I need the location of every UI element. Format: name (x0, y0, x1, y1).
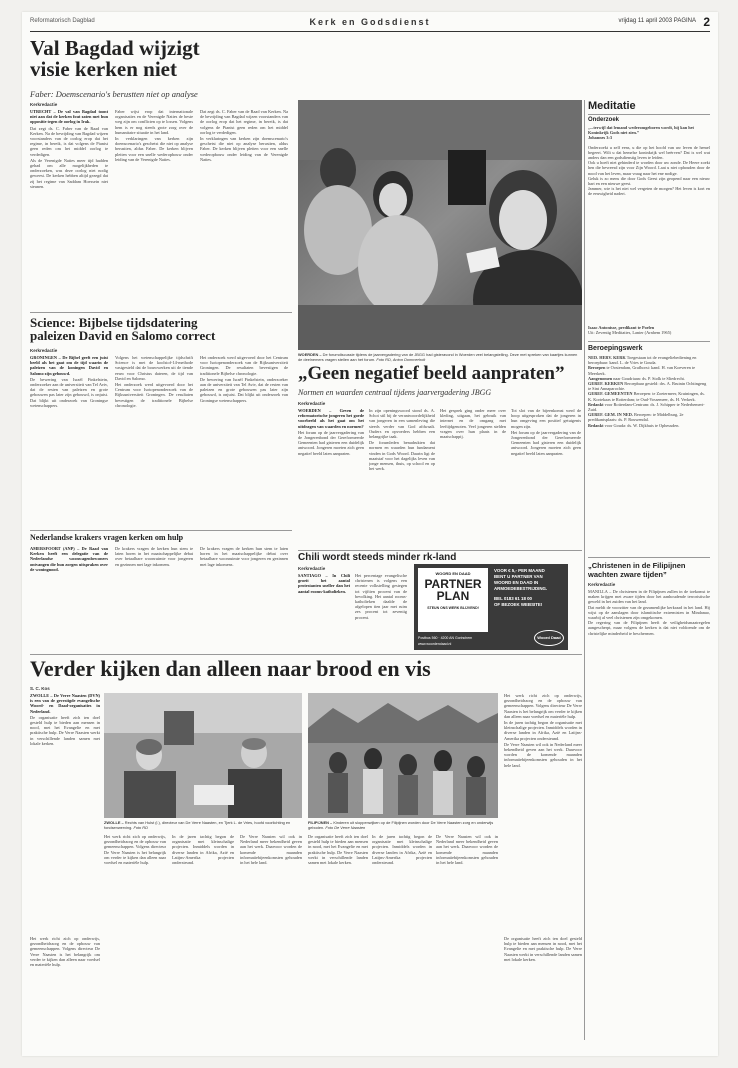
ad-woord-daad-logo: Woord Daad (534, 630, 564, 646)
article6-col2 (104, 834, 166, 1034)
article6-paragraph: Het werk richt zich op onderwijs, gezondheidszorg en de opbouw van gemeenschappen. Volgens directeur De Verre Naasten is het belangrijk om verder te kijken dan alleen naar voedsel en materiële hulp. (30, 936, 100, 968)
article1-headline-line1: Val Bagdad wijzigt (30, 36, 200, 60)
article6-paragraph: De organisatie heeft zich ten doel gesteld hulp te bieden aan mensen in nood, met het Evangelie en met praktische hulp. De Verre Naasten werkt in verschillende landen samen met lokale kerken. (504, 936, 582, 962)
directors-photo-image (104, 693, 302, 818)
beroepingswerk-title: Beroepingswerk (588, 345, 643, 353)
photo1-caption-text: De forumdiscussie tijdens de jaarvergadering van de JBGG had gisteravond in Woerden veel belangstelling. Deze met spreken van kaartjes kunnen de deelnemers vragen stellen aan het forum. (298, 352, 578, 362)
article6-col3 (172, 834, 234, 1034)
meditation-title: Meditatie (588, 100, 636, 112)
article4-paragraph: Het gesprek ging onder meer over kleding, uitgaan, het gebruik van internet en de omgang met leeftijdgenoten. Veel jongeren stelden vragen over hun plaats in de maatschappij. (440, 408, 506, 440)
article4-col1 (298, 408, 364, 548)
article1-paragraph: Als de Verenigde Naties meer tijd hadden gehad om alle mogelijkheden te onderzoeken, was deze oorlog niet nodig geweest. De kerken hebben altijd gezegd dat zij het regime van Saddam Hoessein niet steunen. (30, 157, 108, 189)
article3-paragraph: De krakers vragen de kerken hun stem te laten horen in het maatschappelijke debat over betaalbare woonruimte voor jongeren en gezinnen met lage inkomens. (115, 546, 193, 567)
article3-lead: AMERSFOORT (ANP) – De Raad van Kerken heeft een delegatie van de Nederlandse woonwagenbewoners ontvangen die hun zorgen uitspraken over de woningnood. (30, 546, 108, 572)
photo3-caption (308, 821, 498, 830)
ad-offer-line: BENT U PARTNER VAN (494, 574, 543, 579)
article1-paragraph: Dat zegt ds. C. Faber van de Raad van Kerken. Na de bevrijding van Bagdad wijzen voorstanders van de oorlog erop dat het regime, in bereik, is dat volgens de Pianist geen reden om het middel oorlog te verdedigen. (30, 125, 108, 157)
article4-lead: WOERDEN – Geven de reformatorische jongeren het goede voorbeeld als het gaat om het uitdragen van waarden en normen? (298, 408, 364, 429)
meditation-body (588, 145, 710, 323)
article2-paragraph: De bewering van Israël Finkelstein, onderzoeker aan de universiteit van Tel Aviv, dat de resten van paleizen en grote gebouwen pas later zijn gebouwd, is onjuist. Dat blijkt uit onderzoek van Groningse wetenschappers. (30, 376, 108, 408)
section-title: Kerk en Godsdienst (309, 17, 431, 27)
article6-paragraph: Het werk richt zich op onderwijs, gezondheidszorg en de opbouw van gemeenschappen. Volgens directeur De Verre Naasten is het belangrijk om verder te kijken dan alleen naar voedsel en materiële hulp. (504, 693, 582, 719)
article5-paragraph: Het percentage evangelische christenen is volgens een recente volkstelling gestegen tot vijftien procent van de bevolking. Het aantal rooms-katholieken daalde de afgelopen tien jaar met ruim zes procent tot zeventig procent. (355, 573, 407, 620)
divider (30, 312, 292, 313)
filipijnen-paragraph: De regering van de Filipijnen heeft de veiligheidsmaatregelen aangescherpt, maar volgens de kerken is dat niet voldoende om de christelijke minderheid te beschermen. (588, 620, 710, 636)
page-number: 2 (703, 15, 710, 29)
photo1-credit: Foto RD, Anton Dommerholt (376, 356, 426, 362)
article1-headline-line2: visie kerken niet (30, 57, 177, 81)
filipijnen-body (588, 589, 710, 825)
issue-date (619, 18, 697, 24)
article2-paragraph: Het onderzoek werd uitgevoerd door het Centrum voor Isotopenonderzoek van de Rijksuniversiteit Groningen. De resultaten bevestigen de traditionele Bijbelse chronologie. (115, 382, 193, 408)
article6-paragraph: In de jaren tachtig begon de organisatie met kleinschalige projecten. Inmiddels worden in diverse landen in Afrika, Azië en Latijns-Amerika projecten ondersteund. (504, 720, 582, 741)
beroep-text: Beroepen: te Middelburg, 2e predikantsplaats: ds. P. Rouwendal. (588, 412, 684, 423)
article6-lead: ZWOLLE – De Verre Naasten (DVN) is een van de gevestigde evangelische Woord- en Daad-organisaties in Nederland. (30, 693, 100, 714)
date-text: vrijdag 11 april 2003 (618, 18, 673, 24)
article6-paragraph: De Verre Naasten wil ook in Nederland meer bekendheid geven aan het werk. Daarvoor worden de komende maanden informatiebijeenkomsten gehouden in het hele land. (240, 834, 302, 866)
divider (298, 550, 582, 551)
article4-headline: „Geen negatief beeld aanpraten” (298, 363, 565, 384)
photo3-caption-text: Kinderen uit sloppenwijken op de Filipijnen worden door De Verre Naasten zorg en onderwijs geboden. (308, 820, 494, 830)
article4-byline: Kerkredactie (298, 401, 326, 406)
photo1-caption (298, 353, 582, 362)
beroep-head: Bedankt (588, 422, 604, 428)
article5-col2 (355, 573, 407, 650)
article2-paragraph: De bewering van Israël Finkelstein, onderzoeker aan de universiteit van Tel Aviv, dat de resten van paleizen en grote gebouwen pas later zijn gebouwd, is onjuist. Dat blijkt uit onderzoek van Groningse wetenschappers. (200, 376, 288, 403)
article1-paragraph: Dat zegt ds. C. Faber van de Raad van Kerken. Na de bevrijding van Bagdad wijzen voorstanders van de oorlog erop dat het regime, in bereik, is dat volgens de Pianist geen reden om het middel oorlog te verdedigen. (200, 109, 288, 135)
article2-col2 (115, 355, 193, 527)
meditation-paragraph: Geluk is zo mens die door Gods Geest zijn geopend naar een nieuw hart en een nieuwe geest. (588, 175, 710, 187)
photo3-caption-label: FILIPIJNEN – (308, 820, 333, 825)
meditation-paragraph: Jammer, wie is het niet wel vergeten de morgen? Het leven is kort en de eeuwigheid nadert. (588, 186, 710, 197)
article6-paragraph: In de jaren tachtig begon de organisatie met kleinschalige projecten. Inmiddels worden in diverse landen in Afrika, Azië en Latijns-Amerika projecten ondersteund. (172, 834, 234, 866)
ad-plan: PLAN (436, 589, 470, 603)
article6-col7 (436, 834, 498, 1034)
beroep-head: Beroepen (588, 365, 606, 371)
beroep-text: naar Goudriaan: ds. P. Stolk te Sliedrecht. (613, 375, 685, 381)
classroom-photo-image (298, 100, 582, 350)
article4-subhead: Normen en waarden centraal tijdens jaarvergadering JBGG (298, 388, 492, 397)
sidebar (588, 100, 710, 825)
ad-call-line: BEL 0183 61 18 00 (494, 596, 532, 601)
ad-address: Postbus 560 · 4200 AN Gorinchem (418, 636, 473, 640)
ad-offer-line: ARMOEDEBESTRIJDING. (494, 586, 548, 591)
beroepingswerk-list (588, 355, 710, 551)
article1-headline (30, 38, 290, 80)
classroom-photo (298, 100, 582, 350)
article2-byline: Kerkredactie (30, 348, 58, 353)
beroep-text: Beroepbaar gesteld: drs. A. Bruinin Ochtingeng te Sint Annaparochie. (588, 381, 707, 392)
divider (30, 530, 292, 531)
meditation-paragraph: Ook u hoeft niet gehinderd te worden door uw zonde. De Heere zoekt hen die bevreesd zijn voor Zijn Woord. Laat u niet ophouden door de nood van het leven, maar vraag naar het ene nodige. (588, 160, 710, 176)
newspaper-page (22, 12, 718, 1056)
article4-paragraph: Het forum op de jaarvergadering van de Jongerenbond der Gereformeerde Gemeenten had gisteren een duidelijk antwoord. Jongeren moeten zich geen negatief beeld laten aanpraten. (298, 429, 364, 456)
article5-byline: Kerkredactie (298, 566, 326, 571)
article3-col1 (30, 546, 108, 638)
beroep-text: voor Gouda: ds. W. Dijkhuis te Opheusden. (604, 422, 680, 428)
article6-col1 (30, 693, 100, 933)
article4-paragraph: Het forum op de jaarvergadering van de Jongerenbond der Gereformeerde Gemeenten had gisteren een duidelijk antwoord. Jongeren moeten zich geen negatief beeld laten aanpraten. (511, 429, 581, 456)
paper-name: Reformatorisch Dagblad (30, 18, 95, 24)
divider (588, 114, 710, 115)
photo2-caption-label: ZWOLLE – (104, 820, 124, 825)
article5-col1 (298, 573, 350, 650)
ad-offer (494, 568, 564, 608)
meditation-author: Isaac Antonisse, predikant te Poelen (588, 324, 655, 330)
article3-headline: Nederlandse krakers vragen kerken om hulp (30, 533, 184, 542)
children-photo (308, 693, 498, 818)
article6-col-right (504, 693, 582, 933)
article2-headline-line2: paleizen David en Salomo correct (30, 328, 216, 343)
article1-paragraph: Faber wijst erop dat internationale organisaties en de Verenigde Naties de beste weg zijn om conflicten op te lossen. Volgens hem is er nog steeds grote zorg over de humanitaire situatie in het land. (115, 109, 193, 135)
article1-paragraph: In verklaringen van kerken zijn doemscenario's geschetst die niet op analyse berustten, aldus Faber. De kerken blijven pleiten voor een snelle wederopbouw onder leiding van de Verenigde Naties. (200, 136, 288, 162)
article5-lead: SANTIAGO – In Chili groeit het aantal protestanten sneller dan het aantal rooms-katholieken. (298, 573, 350, 594)
article1-col1 (30, 109, 108, 309)
divider (588, 341, 710, 342)
article5-headline: Chili wordt steeds minder rk-land (298, 552, 457, 563)
article2-headline-line1: Science: Bijbelse tijdsdatering (30, 315, 198, 330)
beroep-head: GEREF. GEM. IN NED. (588, 412, 633, 418)
filipijnen-byline: Kerkredactie (588, 582, 616, 588)
article2-headline (30, 316, 292, 342)
article3-col2 (115, 546, 193, 638)
ad-call-line: OF BEZOEK WEBSITE! (494, 602, 543, 607)
article1-paragraph: In verklaringen van kerken zijn doemscenario's geschetst die niet op analyse berustten, aldus Faber. De kerken blijven pleiten voor een snelle wederopbouw onder leiding van de Verenigde Naties. (115, 136, 193, 162)
page-word: PAGINA (673, 18, 696, 24)
photo3-credit: Foto De Verre Naasten (325, 824, 366, 830)
article6-col6 (372, 834, 432, 1034)
ad-logo-block (418, 568, 488, 632)
article1-byline: Kerkredactie (30, 102, 58, 107)
beroep-head: Aangenomen (588, 375, 613, 381)
article6-paragraph: Het werk richt zich op onderwijs, gezondheidszorg en de opbouw van gemeenschappen. Volgens directeur De Verre Naasten is het belangrijk om verder te kijken dan alleen naar voedsel en materiële hulp. (104, 834, 166, 866)
article1-col2 (115, 109, 193, 309)
ad-org-name: WOORD EN DAAD (435, 571, 471, 576)
filipijnen-paragraph: MANILLA – De christenen in de Filipijnen zullen in de toekomst te maken krijgen met zware tijden door het aanhoudende terroristische geweld in het zuiden van het land. (588, 589, 710, 605)
article2-paragraph: Het onderzoek werd uitgevoerd door het Centrum voor Isotopenonderzoek van de Rijksuniversiteit Groningen. De resultaten bevestigen de traditionele Bijbelse chronologie. (200, 355, 288, 376)
photo2-caption (104, 821, 302, 830)
article4-paragraph: In zijn openingswoord stond ds. A. Schot stil bij de verantwoordelijkheid van jongeren in een samenleving die steeds verder van God afdwaalt. Ouders en opvoeders hebben een belangrijke taak. (369, 408, 435, 440)
meditation-paragraph: Onderzoekt u zelf eens, u die op het hoofd van uw leven de hemel begeert. Wilt u dat hemelse koninkrijk wel beërven? Dat is wel wat anders dan een godsdienstig leven te leiden. (588, 144, 710, 161)
article1-col3 (200, 109, 288, 309)
article2-col3 (200, 355, 288, 527)
photo1-caption-label: WOERDEN – (298, 352, 322, 357)
beroep-text: Toegestaan tot de evangeliebediening en beroepbaar: kand. L. de Vries te Gouda. (588, 355, 697, 366)
ad-offer-line: WOORD EN DAAD IN (494, 580, 539, 585)
article4-paragraph: De forumleden benadrukten dat normen en waarden hun fundament vinden in Gods Woord. Daarin ligt de maatstaf voor het dagelijks leven van jonge mensen, thuis, op school en op het werk. (369, 440, 435, 472)
article6-col1b (30, 936, 100, 1034)
article4-col4 (511, 408, 581, 548)
article6-paragraph: De Verre Naasten wil ook in Nederland meer bekendheid geven aan het werk. Daarvoor worden de komende maanden informatiebijeenkomsten gehouden in het hele land. (504, 741, 582, 768)
article4-paragraph: Tot slot van de bijeenkomst werd de hoop uitgesproken dat de jongeren in hun omgeving een positief getuigenis mogen zijn. (511, 408, 581, 429)
beroep-head: GEREF. KERKEN (588, 381, 624, 387)
article6-headline: Verder kijken dan alleen naar brood en vis (30, 656, 431, 681)
article2-paragraph: Volgens het wetenschappelijke tijdschrift Science is met de koolstof-14-methode vastgesteld dat de bouwwerken uit de tiende eeuw voor Christus dateren, de tijd van David en Salomo. (115, 355, 193, 381)
meditation-heading: Onderzoek (588, 117, 620, 123)
beroep-head: Bedankt (588, 401, 604, 407)
ad-website[interactable]: www.woordendaad.nl (418, 642, 452, 646)
beroep-head: GEREF. GEMEENTEN (588, 391, 633, 397)
article6-paragraph: In de jaren tachtig begon de organisatie met kleinschalige projecten. Inmiddels worden in diverse landen in Afrika, Azië en Latijns-Amerika projecten ondersteund. (372, 834, 432, 866)
meditation-quote: „...terwijl dat lemand wederomgeboren wordt, hij kan het Koninkrijk Gods niet zien.” (588, 125, 694, 136)
sidebar-divider (584, 100, 585, 1040)
article1-lead: UTRECHT – De val van Bagdad toont niet aan dat de kerken fout zaten met hun oppositie tegen de oorlog in Irak. (30, 109, 108, 125)
meditation-reference: Johannes 3:3 (588, 135, 612, 141)
masthead (30, 16, 710, 32)
divider (30, 654, 582, 655)
beroep-text: voor Rotterdam-Centrum: ds. J. Schipper te Nederhemert-Zuid. (588, 401, 705, 413)
article6-col-right-b (504, 936, 582, 1034)
ad-tagline: STEUN ONS WERK BLIJVEND! (427, 606, 479, 610)
meditation-source: Uit: Zeventig Meditaties, Lanier (Arnhem 1965) (588, 329, 672, 335)
article3-col3 (200, 546, 288, 638)
ad-partner: PARTNER (424, 577, 482, 591)
filipijnen-headline: „Christenen in de Filipijnen wachten zware tijden” (588, 561, 686, 580)
filipijnen-paragraph: Dat meldt de voorzitter van de gezamenlijke kerkraad in het land. Hij wijst op de aanslagen door islamitische extremisten in Mindanao, waarbij al veel christenen zijn omgekomen. (588, 604, 710, 621)
article6-paragraph: De organisatie heeft zich ten doel gesteld hulp te bieden aan mensen in nood, met het Evangelie en met praktische hulp. De Verre Naasten werkt in verschillende landen samen met lokale kerken. (30, 714, 100, 746)
beroep-text: te Oostendam, Grafhorst: kand. H. van Koeveren te Meerkerk. (588, 365, 695, 376)
article4-col3 (440, 408, 506, 548)
children-photo-image (308, 693, 498, 818)
ad-offer-line: VOOR € 5,- PER MAAND (494, 568, 545, 573)
article6-paragraph: De organisatie heeft zich ten doel gesteld hulp te bieden aan mensen in nood, met het Evangelie en met praktische hulp. De Verre Naasten werkt in verschillende landen samen met lokale kerken. (308, 834, 368, 866)
divider (588, 557, 710, 558)
partnerplan-advertisement[interactable] (414, 564, 568, 650)
beroep-head: NED. HERV. KERK (588, 355, 626, 361)
article4-col2 (369, 408, 435, 548)
article6-byline: S. C. Kos (30, 686, 50, 691)
directors-photo (104, 693, 302, 818)
photo2-caption-text: Rechts van Hulst (l.), directeur van De Verre Naasten, en Tjerk L. de Vries, hoofd voorlichting en fondsenwerving. (104, 820, 291, 830)
article3-paragraph: De krakers vragen de kerken hun stem te laten horen in het maatschappelijke debat over betaalbare woonruimte voor jongeren en gezinnen met lage inkomens. (200, 546, 288, 567)
beroep-text: Beroepen: te Zoetermeer, Kruiningen, ds. K. Kortekaas te Rotterdam; te Oud-Vossemeer, ds. H. Verkerk. (588, 391, 705, 402)
article1-subhead: Faber: Doemscenario's berustten niet op analyse (30, 89, 198, 99)
article6-col5 (308, 834, 368, 1034)
article2-col1 (30, 355, 108, 527)
photo2-credit: Foto RD (133, 824, 148, 830)
article6-paragraph: De Verre Naasten wil ook in Nederland meer bekendheid geven aan het werk. Daarvoor worden de komende maanden informatiebijeenkomsten gehouden in het hele land. (436, 834, 498, 866)
article2-lead: GRONINGEN – De Bijbel geeft een juist beeld als het gaat om de tijd waarin de paleizen van de koningen David en Salomo zijn gebouwd. (30, 355, 108, 376)
article6-col4 (240, 834, 302, 1034)
